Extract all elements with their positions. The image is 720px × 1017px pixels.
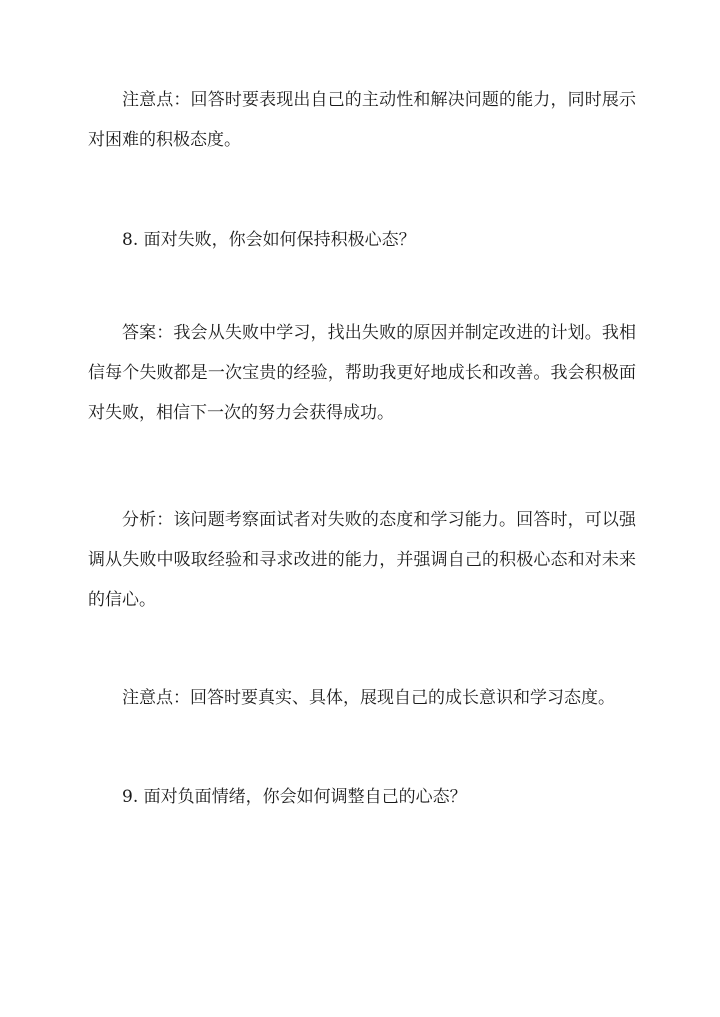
- note-paragraph-q7: 注意点：回答时要表现出自己的主动性和解决问题的能力，同时展示对困难的积极态度。: [88, 90, 636, 150]
- note-paragraph-q8: 注意点：回答时要真实、具体，展现自己的成长意识和学习态度。: [122, 688, 615, 708]
- question-9-heading: 9. 面对负面情绪，你会如何调整自己的心态？: [122, 787, 467, 807]
- analysis-paragraph-q8: 分析：该问题考察面试者对失败的态度和学习能力。回答时，可以强调从失败中吸取经验和寻求改进的能力，并强调自己的积极心态和对未来的信心。: [88, 510, 636, 610]
- answer-paragraph-q8: 答案：我会从失败中学习，找出失败的原因并制定改进的计划。我相信每个失败都是一次宝贵的经验，帮助我更好地成长和改善。我会积极面对失败，相信下一次的努力会获得成功。: [88, 323, 636, 423]
- question-8-heading: 8. 面对失败，你会如何保持积极心态？: [122, 230, 416, 250]
